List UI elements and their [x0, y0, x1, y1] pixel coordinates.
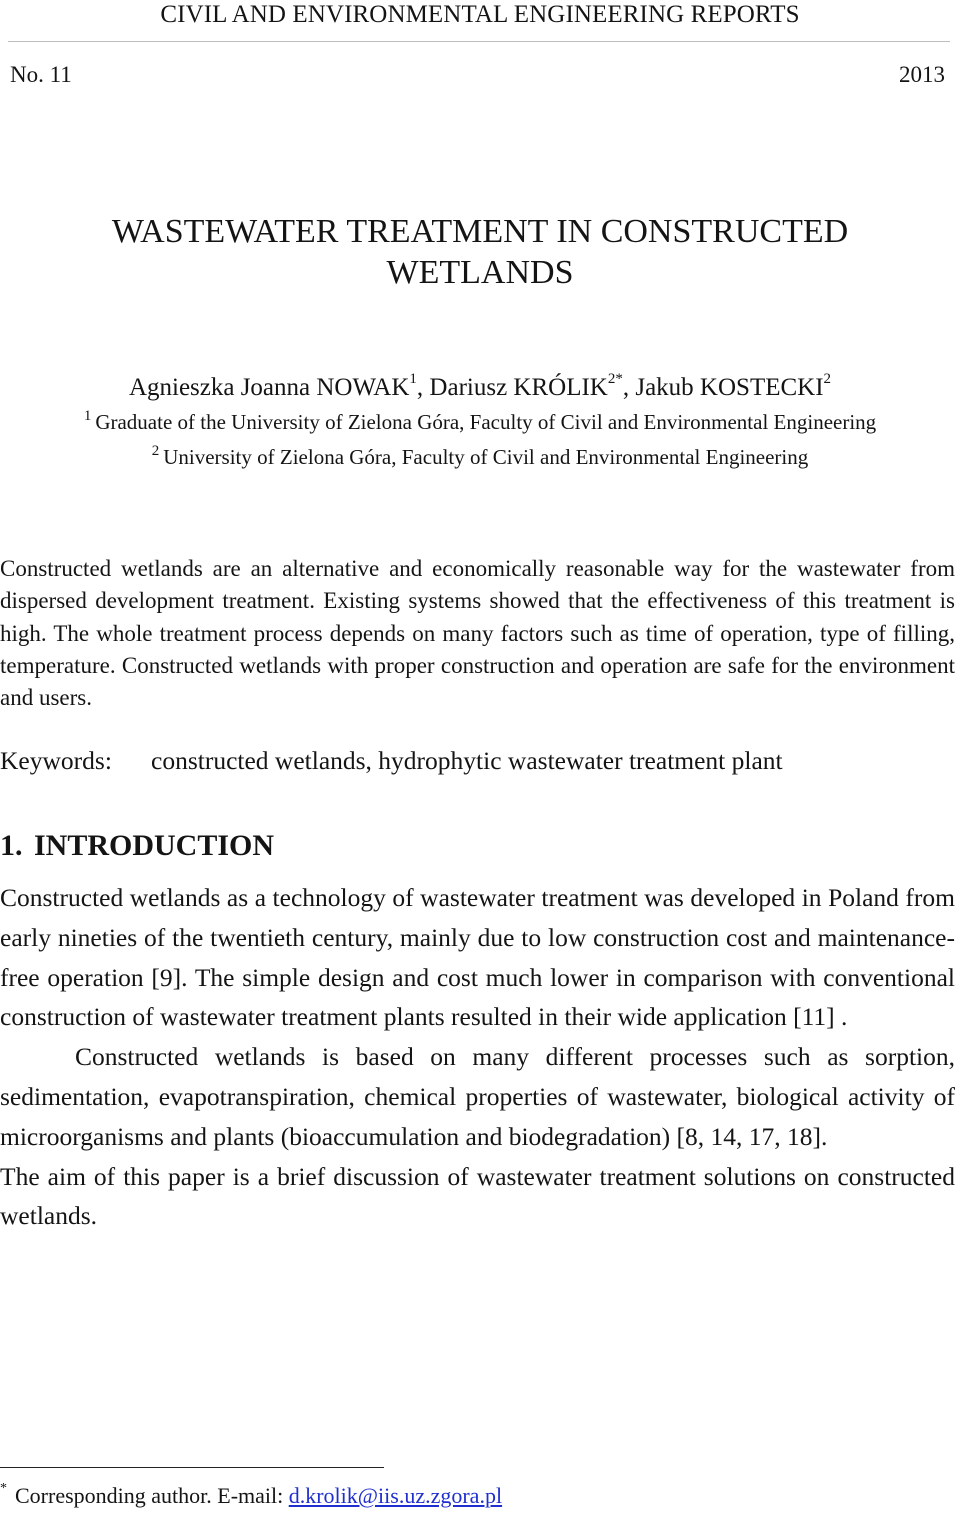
- keywords-text: constructed wetlands, hydrophytic wastewater treatment plant: [151, 746, 783, 775]
- abstract: Constructed wetlands are an alternative and economically reasonable way for the wastewater from dispersed development treatment. Existing systems showed that the effectiveness of this treatment is high. The whole treatment process depends on many factors such as time of operation, type of filling, temperature. Constructed wetlands with proper construction and operation are safe for the environment and users.: [0, 556, 955, 711]
- affiliation-text: University of Zielona Góra, Faculty of Civil and Environmental Engineering: [163, 445, 809, 469]
- footnote-text: Corresponding author. E-mail:: [15, 1483, 289, 1508]
- introduction-body: [0, 878, 955, 1236]
- corresponding-email-link[interactable]: d.krolik@iis.uz.zgora.pl: [288, 1483, 503, 1508]
- header-divider: [8, 41, 950, 42]
- footnote-divider: [0, 1467, 384, 1468]
- author-affiliation-mark: 1: [409, 371, 417, 387]
- issue-number: No. 11: [10, 62, 72, 87]
- author-affiliation-mark: 2*: [607, 371, 623, 387]
- paper-title-line-1: WASTEWATER TREATMENT IN CONSTRUCTED: [111, 213, 849, 250]
- keywords: [0, 745, 955, 777]
- affiliation-mark: 2: [151, 443, 160, 459]
- intro-paragraph: The aim of this paper is a brief discussion of wastewater treatment solutions on constructed wetlands.: [0, 1161, 955, 1231]
- affiliation-mark: 1: [83, 408, 92, 424]
- author-list: Agnieszka Joanna NOWAK$^1$, Dariusz $KRÓLIK^{2*}$, Jakub KOSTECKI$^2$: [128, 371, 832, 401]
- section-heading-introduction: 1. INTRODUCTION: [0, 829, 275, 862]
- affiliation-2: [0, 443, 960, 471]
- paper-title: [0, 211, 960, 293]
- corresponding-author-footnote: [0, 1482, 502, 1510]
- journal-title: CIVIL AND ENVIRONMENTAL ENGINEERING REPORTS: [160, 1, 800, 28]
- paper-title-line-2: WETLANDS: [386, 254, 574, 291]
- author-name: Jakub KOSTECKI: [635, 374, 824, 401]
- affiliation-1: [0, 408, 960, 436]
- intro-paragraph: Constructed wetlands is based on many different processes such as sorption, sedimentation, evapotranspiration, chemical properties of wastewater, biological activity of microorganisms and plants (bioaccumulation and biodegradation) [8, 14, 17, 18].: [0, 1042, 955, 1151]
- affiliation-text: Graduate of the University of Zielona Góra, Faculty of Civil and Environmental Engineering: [95, 410, 877, 434]
- author-name: Agnieszka Joanna NOWAK: [128, 374, 410, 401]
- intro-paragraph: Constructed wetlands as a technology of wastewater treatment was developed in Poland from early nineties of the twentieth century, mainly due to low construction cost and maintenance-free operation [9]. The simple design and cost much lower in comparison with conventional construction of wastewater treatment plants resulted in their wide application [11] .: [0, 883, 955, 1032]
- author-affiliation-mark: 2: [823, 371, 832, 387]
- footnote-mark: *: [0, 1481, 7, 1496]
- keywords-label: Keywords:: [0, 746, 112, 775]
- issue-year: 2013: [899, 62, 945, 87]
- author-name: Dariusz KRÓLIK: [429, 374, 608, 401]
